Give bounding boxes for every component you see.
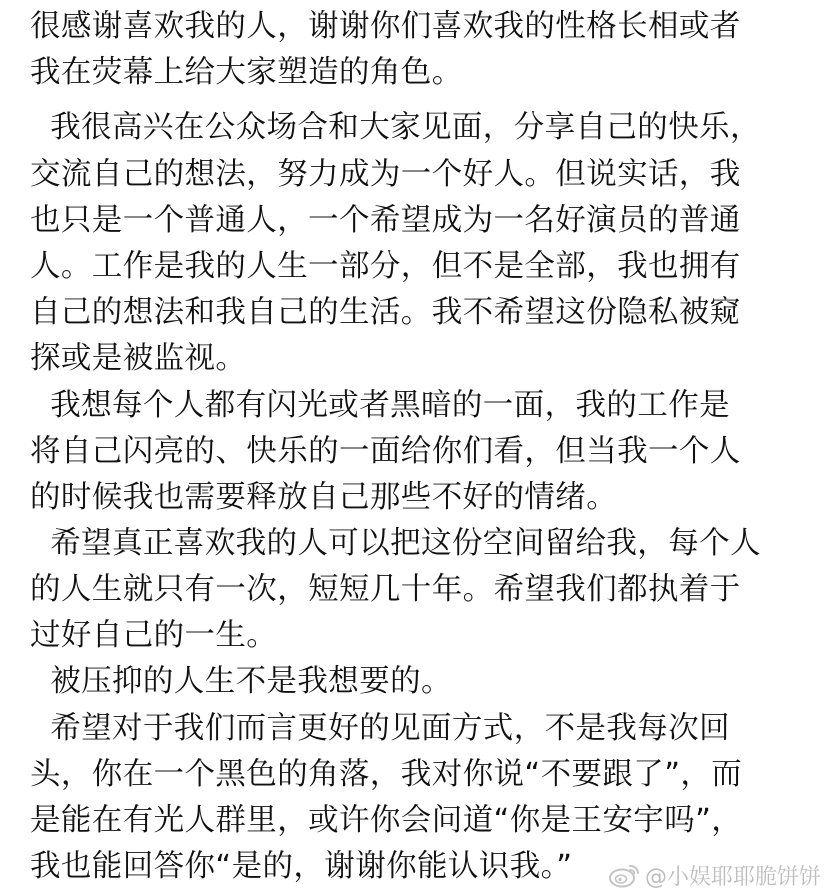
note-line: 我也能回答你“是的，谢谢你能认识我。”: [30, 849, 573, 884]
note-line: 过好自己的一生。: [30, 618, 278, 653]
note-line: 希望真正喜欢我的人可以把这份空间留给我，每个人: [30, 526, 761, 561]
weibo-logo-icon: [607, 861, 641, 889]
note-line: 被压抑的人生不是我想要的。: [30, 664, 452, 699]
note-line: 人。工作是我的人生一部分，但不是全部，我也拥有: [30, 249, 741, 284]
note-line: 的人生就只有一次，短短几十年。希望我们都执着于: [30, 572, 741, 607]
note-line: 很感谢喜欢我的人，谢谢你们喜欢我的性格长相或者: [30, 9, 741, 44]
note-line: 我很高兴在公众场合和大家见面，分享自己的快乐，: [30, 110, 761, 145]
note-line: 是能在有光人群里，或许你会问道“你是王安宇吗”，: [30, 803, 743, 838]
note-line: 头，你在一个黑色的角落，我对你说“不要跟了”，而: [30, 757, 743, 792]
note-line: 我想每个人都有闪光或者黑暗的一面，我的工作是: [30, 388, 730, 423]
note-line: 自己的想法和我自己的生活。我不希望这份隐私被窥: [30, 295, 741, 330]
note-line: 探或是被监视。: [30, 341, 247, 376]
weibo-watermark: [607, 860, 821, 890]
note-line: 我在荧幕上给大家塑造的角色。: [30, 55, 463, 90]
note-line: 的时候我也需要释放自己那些不好的情绪。: [30, 480, 618, 515]
note-line: 也只是一个普通人，一个希望成为一名好演员的普通: [30, 203, 741, 238]
note-line: 希望对于我们而言更好的见面方式，不是我每次回: [30, 711, 730, 746]
watermark-text: @小娱耶耶脆饼饼: [644, 864, 821, 890]
note-line: 将自己闪亮的、快乐的一面给你们看，但当我一个人: [30, 434, 741, 469]
note-line: 交流自己的想法，努力成为一个好人。但说实话，我: [30, 157, 741, 192]
